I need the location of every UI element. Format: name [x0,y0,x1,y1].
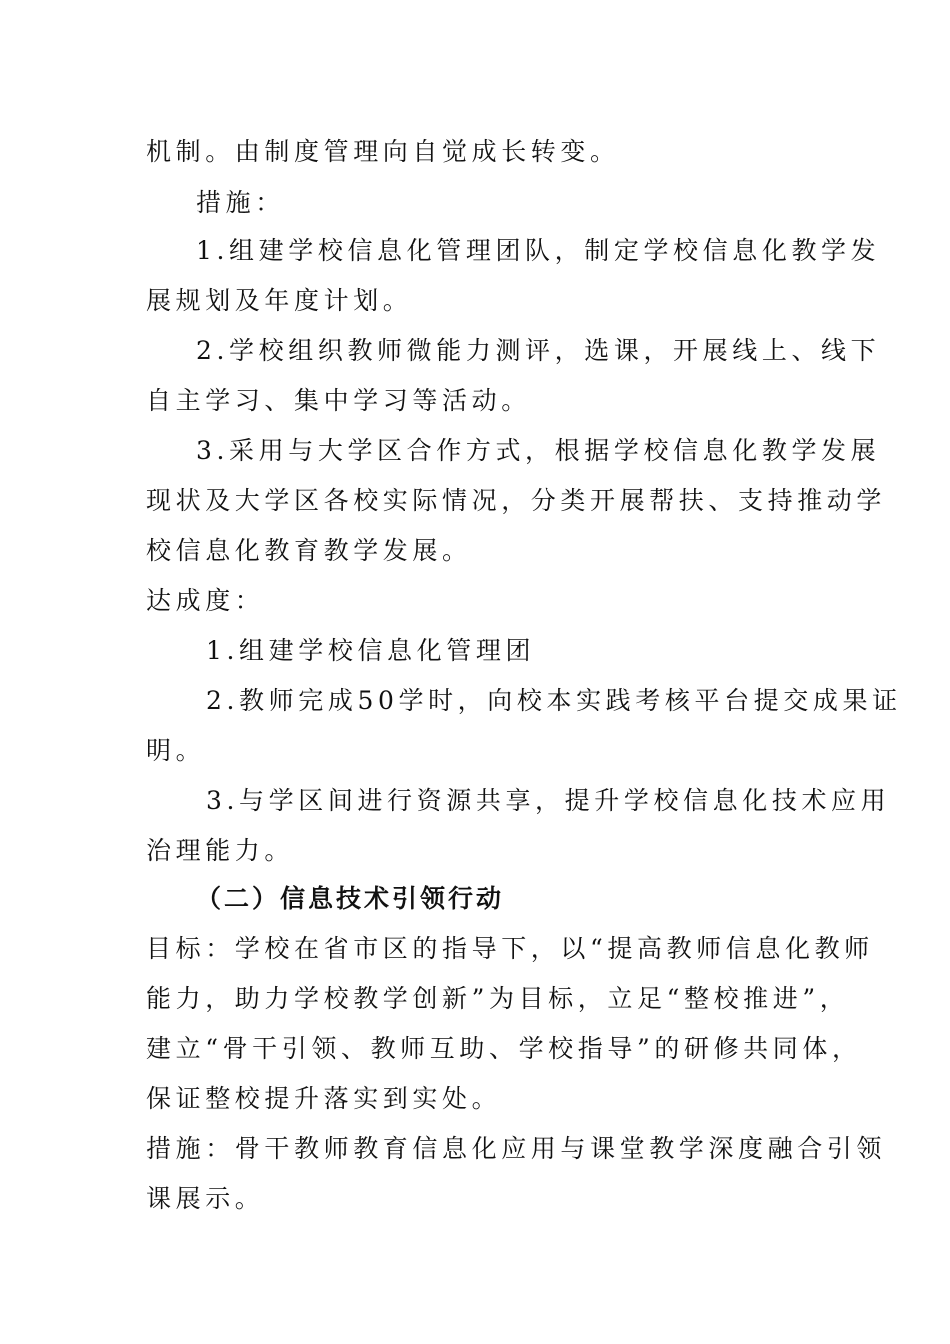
list-item-line: 2.学校组织教师微能力测评，选课，开展线上、线下 [196,336,881,365]
paragraph-line: 措施：骨干教师教育信息化应用与课堂教学深度融合引领 [146,1134,887,1163]
list-item-line: 3.与学区间进行资源共享，提升学校信息化技术应用 [206,786,891,815]
paragraph-line: 机制。由制度管理向自觉成长转变。 [146,137,620,166]
section-label-achievement: 达成度： [146,586,265,615]
section-label-measures: 措施： [196,188,285,217]
list-item-line: 明。 [146,736,206,765]
list-item-line: 校信息化教育教学发展。 [146,536,472,565]
paragraph-line: 能力，助力学校教学创新”为目标，立足“整校推进”， [146,984,850,1013]
list-item-line: 1.组建学校信息化管理团队，制定学校信息化教学发 [196,236,881,265]
list-item-line: 自主学习、集中学习等活动。 [146,386,531,415]
list-item-line: 2.教师完成50学时，向校本实践考核平台提交成果证 [206,686,902,715]
list-item-line: 展规划及年度计划。 [146,286,413,315]
list-item-line: 3.采用与大学区合作方式，根据学校信息化教学发展 [196,436,881,465]
paragraph-line: 课展示。 [146,1184,265,1213]
list-item-line: 1.组建学校信息化管理团 [206,636,536,665]
list-item-line: 现状及大学区各校实际情况，分类开展帮扶、支持推动学 [146,486,887,515]
paragraph-line: 保证整校提升落实到实处。 [146,1084,502,1113]
paragraph-line: 建立“骨干引领、教师互助、学校指导”的研修共同体， [146,1034,862,1063]
paragraph-line: 目标：学校在省市区的指导下，以“提高教师信息化教师 [146,934,874,963]
section-heading: （二）信息技术引领行动 [196,884,505,913]
list-item-line: 治理能力。 [146,836,295,865]
